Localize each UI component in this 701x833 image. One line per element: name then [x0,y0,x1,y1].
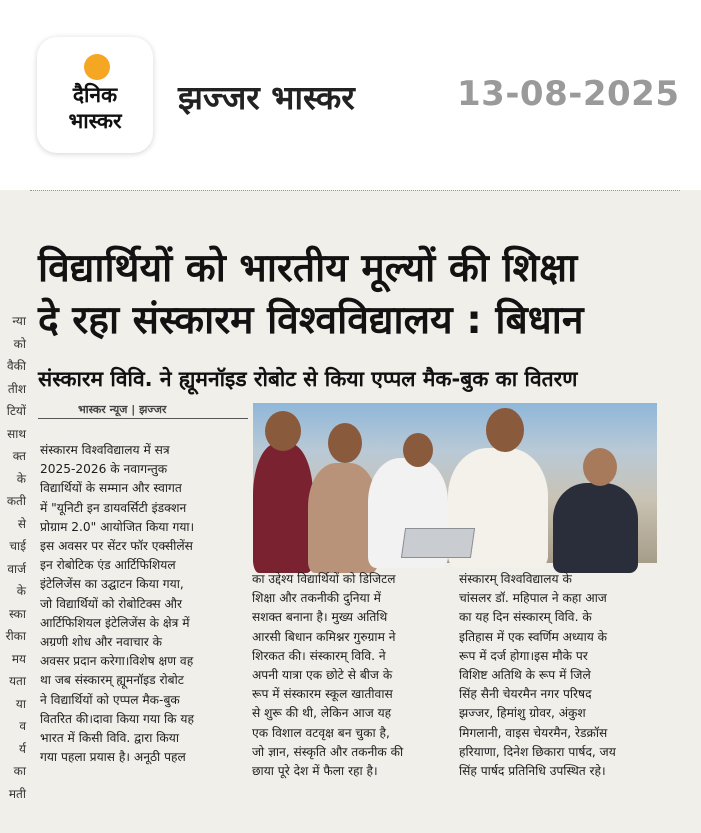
article-line: अवसर प्रदान करेगा।विशेष क्षण वह [40,654,194,669]
fragment-text: र्य [19,741,26,756]
sun-icon [84,54,110,80]
adjacent-article-fragment [0,310,26,801]
fragment-text: स्का [9,606,26,621]
divider [38,418,248,419]
article-line: में "यूनिटी इन डायवर्सिटी इंडक्शन [40,500,187,515]
fragment-text: के [16,471,26,486]
article-line: सिंह सैनी चेयरमैन नगर परिषद [459,687,592,702]
article-line: संस्कारम् विश्वविद्यालय के [459,572,572,586]
article-line: आर्टिफिशियल इंटेलिजेंस के क्षेत्र में [40,615,190,630]
fragment-text: रीका [5,629,26,643]
edition-title: झज्जर भास्कर [178,78,355,117]
fragment-text: या [15,696,26,711]
article-line: विशिष्ट अतिथि के रूप में जिले [459,668,591,683]
fragment-text: वैकी [7,359,26,373]
edition-date: 13-08-2025 [457,74,680,114]
byline: भास्कर न्यूज | झज्जर [78,403,167,416]
article-line: रूप में दर्ज होगा।इस मौके पर [459,648,588,663]
article-line: प्रोग्राम 2.0" आयोजित किया गया। [40,519,195,534]
article-line: शिरकत की। संस्कारम् विवि. ने [252,648,386,663]
article-line: से शुरू की थी, लेकिन आज यह [252,706,392,721]
article-line: अग्रणी शोध और नवाचार के [40,635,162,650]
fragment-text: क्त [12,449,26,463]
fragment-text: वार्ज [7,561,26,576]
app-header [0,0,701,190]
article-line: रूप में संस्कारम स्कूल खातीवास [252,687,393,702]
article-line: 2025-2026 के नवागन्तुक [40,462,168,477]
headline-line-1: विद्यार्थियों को भारतीय मूल्यों की शिक्षा [38,246,578,291]
article-line: वितरित की।दावा किया गया कि यह [40,711,194,726]
logo-text-line1: दैनिक [72,83,118,107]
fragment-text: चाई [9,539,26,553]
article-line: संस्कारम विश्वविद्यालय में सत्र [40,443,170,457]
subheadline: संस्कारम विवि. ने ह्यूमनॉइड रोबोट से किया एप्पल मैक-बुक का वितरण [38,367,578,391]
fragment-text: साथ [7,426,26,441]
fragment-text: तीश [7,381,26,396]
article-line: चांसलर डॉ. महिपाल ने कहा आज [459,591,607,606]
article-line: विद्यार्थियों के सम्मान और स्वागत [40,481,182,496]
article-line: ने विद्यार्थियों को एप्पल मैक-बुक [40,692,180,707]
article-line: गया पहला प्रयास है। अनूठी पहल [40,750,186,765]
article-line: इस अवसर पर सेंटर फॉर एक्सीलेंस [40,539,193,554]
article-column-1 [40,441,247,767]
fragment-text: को [13,336,26,351]
event-photo [253,403,657,563]
article-line: सिंह पार्षद प्रतिनिधि उपस्थित रहे। [459,764,606,779]
fragment-text: न्या [12,314,26,328]
dainik-bhaskar-logo[interactable] [37,37,153,153]
fragment-text: के [16,584,26,598]
article-line: जो ज्ञान, संस्कृति और तकनीक की [252,744,404,759]
article-line: शिक्षा और तकनीकी दुनिया में [252,591,381,606]
article-line: छाया पूरे देश में फैला रहा है। [252,764,378,779]
article-line: इन रोबोटिक एंड आर्टिफिशियल [40,558,176,573]
article-line: आरसी बिधान कमिश्नर गुरुग्राम ने [252,629,396,644]
fragment-text: कती [6,494,26,508]
fragment-text: मती [8,786,26,801]
article-line: का यह दिन संस्कारम् विवि. के [459,610,592,625]
laptop-image [401,528,475,558]
article-line: इतिहास में एक स्वर्णिम अध्याय के [459,629,608,644]
divider [30,190,680,196]
article-line: झज्जर, हिमांशु ग्रोवर, अंकुश [459,706,586,721]
article-line: सशक्त बनाना है। मुख्य अतिथि [252,610,388,625]
article-line: था जब संस्कारम् ह्यूमनॉइड रोबोट [40,673,184,688]
article-column-3 [459,570,659,781]
fragment-text: का [13,764,26,778]
logo-text-line2: भास्कर [68,109,122,133]
article-line: भारत में किसी विवि. द्वारा किया [40,731,180,746]
article-line: इंटेलिजेंस का उद्घाटन किया गया, [40,577,184,592]
article-line: हरियाणा, दिनेश छिकारा पार्षद, जय [459,744,616,759]
article-line: एक विशाल वटवृक्ष बन चुका है, [252,725,390,740]
fragment-text: यता [9,674,26,688]
fragment-text: से [17,516,26,531]
article-line: जो विद्यार्थियों को रोबोटिक्स और [40,596,182,611]
article-line: अपनी यात्रा एक छोटे से बीज के [252,668,393,683]
fragment-text: टियों [6,404,26,418]
fragment-text: मय [11,651,26,666]
article-line: मिगलानी, वाइस चेयरमैन, रेडक्रॉस [459,725,608,740]
newspaper-clipping [0,190,701,833]
article-line: का उद्देश्य विद्यार्थियों को डिजिटल [252,572,396,586]
headline [38,243,678,347]
headline-line-2: दे रहा संस्कारम विश्वविद्यालय : बिधान [38,298,584,343]
fragment-text: व [19,719,26,733]
article-column-2 [252,570,447,781]
